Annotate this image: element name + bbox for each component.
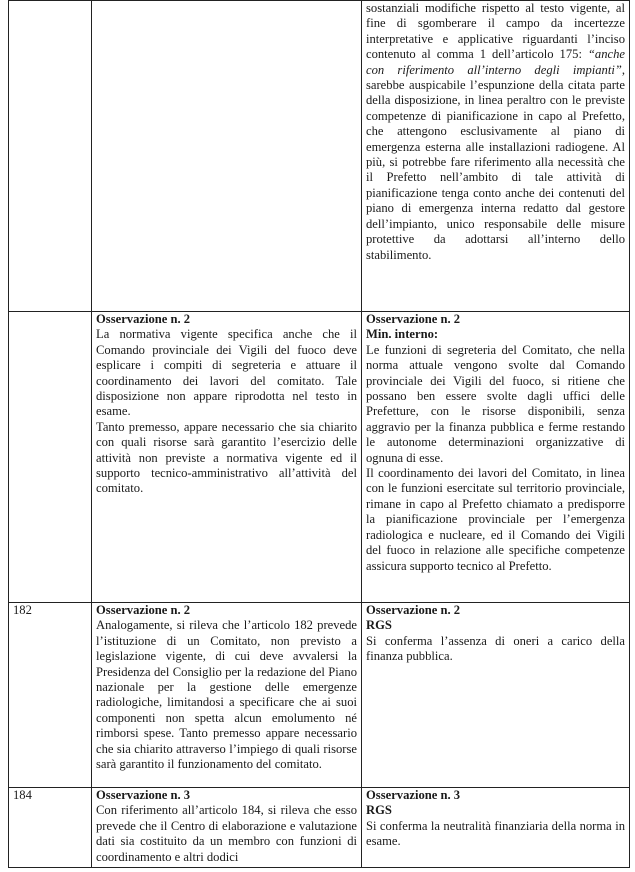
observation-cell xyxy=(92,1,362,312)
response-cell xyxy=(362,312,630,603)
response-paragraph: Si conferma l’assenza di oneri a carico della finanza pubblica. xyxy=(366,633,625,664)
observation-cell xyxy=(92,788,362,868)
response-cell xyxy=(362,788,630,868)
response-subtitle: Min. interno: xyxy=(366,327,439,342)
table-row xyxy=(9,1,630,312)
observation-paragraph: Analogamente, si rileva che l’articolo 182 prevede l’istituzione di un Comitato, non previsto a legislazione vigente, di cui deve avvalersi la Presidenza del Consiglio per la redazione del Piano nazionale per la gestione delle emergenze radiologiche, limitandosi a specificare che ai suoi componenti non spetta alcun emolumento né rimborsi spese. Tanto premesso appare necessario che sia chiarito attraverso l’impiego di quali risorse sarà garantito il funzionamento del comitato. xyxy=(96,618,357,772)
table-row xyxy=(9,788,630,868)
observation-cell xyxy=(92,312,362,603)
response-title: Osservazione n. 2 xyxy=(366,603,461,617)
response-title: Osservazione n. 3 xyxy=(366,788,461,802)
response-cell xyxy=(362,1,630,312)
article-cell xyxy=(9,312,92,603)
response-paragraph: Il coordinamento dei lavori del Comitato, in linea con le funzioni esercitate sul territorio provinciale, rimane in capo al Prefetto chiamato a predisporre la pianificazione provinciale per l’emergenza radiologica e nucleare, ed il Comando dei Vigili del fuoco in relazione alle specifiche competenze assicura supporto tecnico al Prefetto. xyxy=(366,466,625,573)
article-cell xyxy=(9,1,92,312)
observation-paragraph: Tanto premesso, appare necessario che sia chiarito con quali risorse sarà garantito l’esercizio delle attività non previste a normativa vigente ed il supporto tecnico-amministrativo all’attività del comitato. xyxy=(96,419,357,496)
observation-title: Osservazione n. 2 xyxy=(96,312,191,326)
response-cell xyxy=(362,603,630,788)
response-subtitle: RGS xyxy=(366,803,392,818)
observation-paragraph: La normativa vigente specifica anche che il Comando provinciale dei Vigili del fuoco deve esplicare i compiti di segreteria e attuare il coordinamento dei lavori del comitato. Tale disposizione non appare riprodotta nel testo in esame. xyxy=(96,327,357,419)
response-paragraph: Si conferma la neutralità finanziaria della norma in esame. xyxy=(366,818,625,849)
observation-title: Osservazione n. 3 xyxy=(96,788,191,802)
table-row xyxy=(9,603,630,788)
observation-cell xyxy=(92,603,362,788)
observations-table xyxy=(8,0,630,868)
response-subtitle: RGS xyxy=(366,618,392,633)
table-row xyxy=(9,312,630,603)
response-paragraph: sostanziali modifiche rispetto al testo vigente, al fine di sgomberare il campo da incertezze interpretative e applicative riguardanti l’inciso contenuto al comma 1 dell’articolo 175: “anche con riferimento all’interno degli impianti”, sarebbe auspicabile l’espunzione della citata parte della disposizione, in linea peraltro con le previste competenze di pianificazione in capo al Prefetto, che attengono esclusivamente al piano di emergenza esterna alle installazioni radiogene. Al più, si potrebbe fare riferimento alla necessità che il Prefetto nell’ambito di tale attività di pianificazione tenga conto anche dei contenuti del piano di emergenza interna redatto dal gestore dell’impianto, unico responsabile delle misure protettive da adottarsi all’interno dello stabilimento. xyxy=(366,1,625,262)
observation-paragraph: Con riferimento all’articolo 184, si rileva che esso prevede che il Centro di elaborazione e valutazione dati sia costituito da un membro con funzioni di coordinamento e altri dodici xyxy=(96,803,357,864)
response-paragraph: Le funzioni di segreteria del Comitato, che nella norma attuale vengono svolte dal Comando provinciale dei Vigili del fuoco, si ritiene che possano ben essere svolte dagli uffici delle Prefetture, con le risorse disponibili, senza aggravio per la finanza pubblica e ferme restando le autonome determinazioni organizzative di ognuna di esse. xyxy=(366,342,625,465)
article-cell: 182 xyxy=(9,603,92,788)
article-cell: 184 xyxy=(9,788,92,868)
response-title: Osservazione n. 2 xyxy=(366,312,461,326)
observation-title: Osservazione n. 2 xyxy=(96,603,191,617)
